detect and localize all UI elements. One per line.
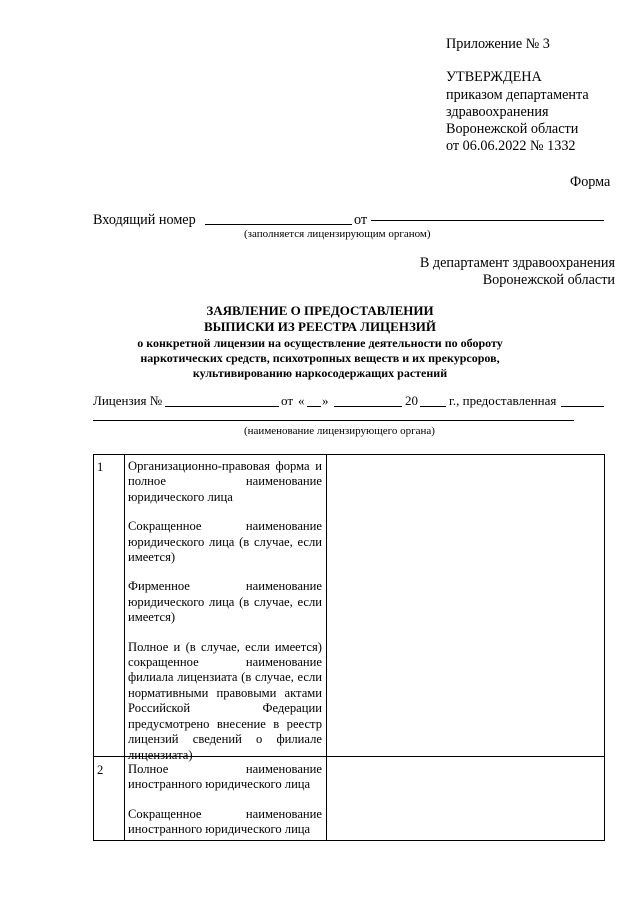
row-2-paragraph-2: Сокращенное наименование иностранного юридического лица <box>128 806 322 837</box>
license-year-prefix: 20 <box>405 393 418 408</box>
license-label: Лицензия № <box>93 393 163 408</box>
title-sub-1: о конкретной лицензии на осуществление деятельности по обороту <box>137 336 503 350</box>
table-top-border <box>93 454 605 455</box>
title-sub-2: наркотических средств, психотропных веществ и их прекурсоров, <box>140 351 500 365</box>
approved-by-line-1: приказом департамента <box>446 87 589 103</box>
table-left-border <box>93 454 94 841</box>
table-col-divider-1 <box>124 454 125 841</box>
table-row-2-label <box>128 762 322 838</box>
title-sub-3: культивированию наркосодержащих растений <box>192 366 448 380</box>
title-line-2: ВЫПИСКИ ИЗ РЕЕСТРА ЛИЦЕНЗИЙ <box>203 319 437 334</box>
incoming-number-blank <box>205 224 352 225</box>
license-from-label: от <box>281 393 294 408</box>
row-1-paragraph-3: Фирменное наименование юридического лица (в случае, если имеется) <box>128 579 322 625</box>
recipient-line-2: Воронежской области <box>482 272 615 288</box>
license-year-suffix: г., предоставленная <box>449 393 557 408</box>
recipient-line-1: В департамент здравоохранения <box>419 255 615 271</box>
table-bottom-border <box>93 840 605 841</box>
table-row-1-label <box>128 459 322 763</box>
appendix-number: Приложение № 3 <box>446 36 550 52</box>
license-issuer-blank-2 <box>93 420 574 421</box>
row-1-paragraph-2: Сокращенное наименование юридического лица (в случае, если имеется) <box>128 519 322 565</box>
row-1-paragraph-1: Организационно-правовая форма и полное наименование юридического лица <box>128 459 322 504</box>
license-quote-close: » <box>322 393 329 408</box>
license-day-blank <box>307 406 321 407</box>
license-quote-open: « <box>298 393 305 408</box>
row-1-paragraph-4: Полное и (в случае, если имеется) сокращенное наименование филиала лицензиата (в случае, если нормативными правовыми актами Российской Федерации предусмотрено внесение в реестр лицензий сведений о филиале лицензиата) <box>128 639 322 762</box>
license-year-blank <box>420 406 446 407</box>
table-right-border <box>604 454 605 841</box>
license-number-blank <box>165 406 279 407</box>
license-issuer-note: (наименование лицензирующего органа) <box>244 425 435 437</box>
incoming-from-label: от <box>354 212 368 228</box>
incoming-date-blank <box>371 220 604 221</box>
table-row-2-number: 2 <box>97 763 104 777</box>
approved-by-line-2: здравоохранения <box>446 104 549 120</box>
incoming-note: (заполняется лицензирующим органом) <box>244 228 431 240</box>
title-line-1: ЗАЯВЛЕНИЕ О ПРЕДОСТАВЛЕНИИ <box>206 303 434 318</box>
form-label: Форма <box>570 174 611 190</box>
license-month-blank <box>334 406 402 407</box>
row-2-paragraph-1: Полное наименование иностранного юридического лица <box>128 762 322 792</box>
approved-date: от 06.06.2022 № 1332 <box>446 138 576 154</box>
table-row-1-number: 1 <box>97 460 104 474</box>
approved-heading: УТВЕРЖДЕНА <box>446 69 542 85</box>
table-col-divider-2 <box>326 454 327 841</box>
license-issuer-blank-1 <box>561 406 604 407</box>
approved-by-line-3: Воронежской области <box>446 121 579 137</box>
incoming-number-label: Входящий номер <box>93 212 196 228</box>
